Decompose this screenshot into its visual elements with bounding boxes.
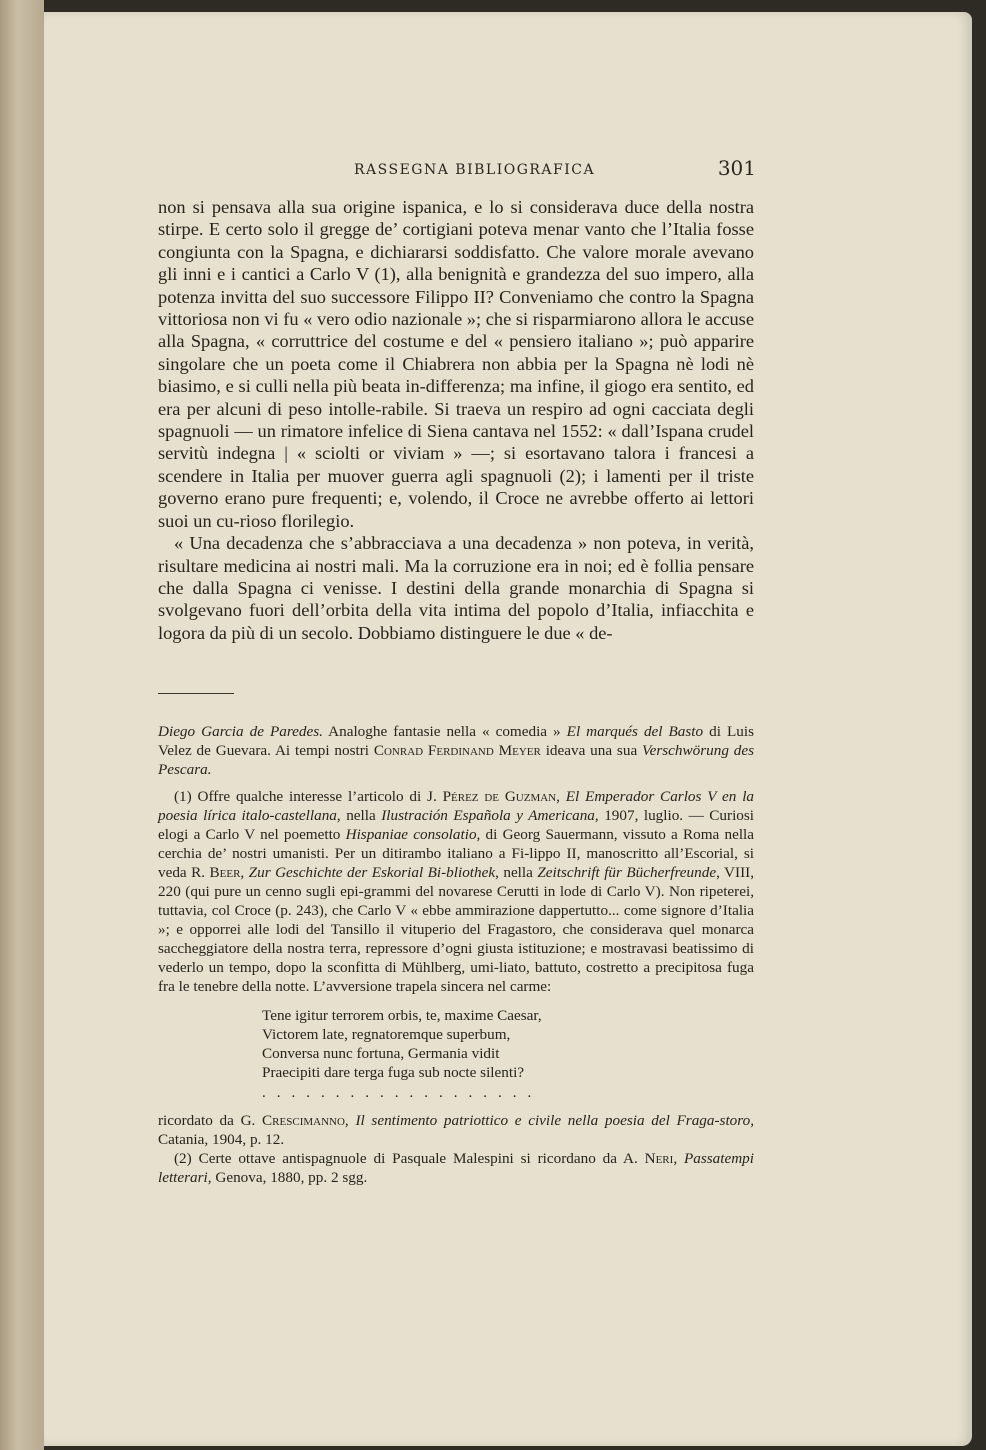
verse-line: Conversa nunc fortuna, Germania vidit (262, 1045, 500, 1062)
note-text: (1) Offre qualche interesse l’articolo di J. (174, 788, 443, 805)
note-text: Catania, 1904, p. 12. (158, 1131, 285, 1148)
note-text: di Luis Velez de Guevara. Ai tempi nostri (158, 723, 754, 759)
note-text: , nella (336, 807, 382, 824)
note-text: (2) Certe ottave antispagnuole di Pasquale Malespini si ricordano da A. (174, 1150, 645, 1167)
note-title: El marqués del Basto (566, 723, 704, 740)
note-text: ideava una sua (540, 742, 643, 759)
footnote-2 (158, 1149, 754, 1187)
footnotes (158, 722, 754, 1187)
note-author: Crescimanno (262, 1112, 345, 1129)
book-spine (0, 0, 44, 1450)
note-text: , nella (495, 864, 538, 881)
note-title: Passatempi letterari, (158, 1150, 754, 1186)
note-text: ricordato da G. (158, 1112, 263, 1129)
verse-line: Praecipiti dare terga fuga sub nocte silenti? (262, 1064, 525, 1081)
verse-line: Tene igitur terrorem orbis, te, maxime Caesar, (262, 1007, 542, 1024)
footnote-1 (158, 787, 754, 996)
note-text: , (556, 788, 566, 805)
note-author: Beer (209, 864, 241, 881)
note-title: El Emperador Carlos V en la poesia lírica italo-castellana (158, 788, 755, 824)
note-text: , 1907, luglio. — Curiosi elogi a Carlo V nel poemetto (158, 807, 755, 843)
paragraph-1: non si pensava alla sua origine ispanica, e lo si considerava duce della nostra stirpe. E certo solo il gregge de’ cortigiani poteva menar vanto che l’Italia fosse congiunta con la Spagna, e dichiararsi soddisfatto. Che valore morale avevano gli inni e i cantici a Carlo V (1), alla benignità e grandezza del suo impero, alla potenza invitta del suo successore Filippo II? Conveniamo che contro la Spagna vittoriosa non vi fu « vero odio nazionale »; che si risparmiarono allora le accuse alla Spagna, « corruttrice del costume e del « pensiero italiano »; può apparire singolare che un poeta come il Chiabrera non abbia per la Spagna nè lodi nè biasimo, e si culli nella più beata in-differenza; ma infine, il giogo era sentito, ed era per alcuni di peso intolle-rabile. Si traeva un respiro ad ogni cacciata degli spagnuoli — un rimatore infelice di Siena cantava nel 1552: « dall’Ispana crudel servitù indegna | « sciolti or viviam » —; si esortavano talora i francesi a scendere in Italia per muover guerra agli spagnuoli (2); i lamenti per il triste governo erano pure frequenti; e, volendo, il Croce ne avrebbe offerto ai lettori suoi un cu-rioso florilegio. (158, 197, 754, 531)
paragraph-2: « Una decadenza che s’abbracciava a una decadenza » non poteva, in verità, risultare medicina ai nostri mali. Ma la corruzione era in noi; ed è follia pensare che dalla Spagna ci venisse. I destini della grande monarchia di Spagna si svolgevano fuori dell’orbita della vita intima del popolo d’Italia, infiacchita e logora da più di un secolo. Dobbiamo distinguere le due « de- (158, 533, 754, 643)
verse-line: Victorem late, regnatoremque superbum, (262, 1026, 511, 1043)
note-text: , (240, 864, 249, 881)
note-title: Verschwörung des Pescara. (158, 742, 754, 778)
ellipsis-line: ................... (262, 1085, 543, 1101)
footnote-rule (158, 693, 234, 694)
note-author: Pérez de Guzman (442, 788, 557, 805)
running-head: RASSEGNA BIBLIOGRAFICA (354, 162, 596, 178)
note-text: , di Georg Sauermann, vissuto a Roma nella cerchia de’ nostri umanisti. Per un ditirambo italiano a Fi-lippo II, manoscritto all’Escorial, si veda R. (158, 826, 755, 881)
note-author: Neri (644, 1150, 674, 1167)
note-title: Diego Garcia de Paredes. (158, 723, 323, 740)
footnote-continuation (158, 722, 754, 779)
note-text: , (673, 1150, 684, 1167)
page-header (160, 156, 756, 186)
note-title: Ilustración Española y Americana (381, 807, 595, 824)
note-author: Conrad Ferdinand Meyer (373, 742, 541, 759)
note-text: , VIII, 220 (qui pure un cenno sugli epi-grammi del novarese Cerutti in lode di Carlo V). Non ripeterei, tuttavia, col Croce (p. 243), che Carlo V « ebbe ammirazione dappertutto... come signore d’Italia »; e opporrei alle lodi del Tansillo il vituperio del Fragastoro, che considerava quel monarca saccheggiatore della nostra terra, repressore d’ogni giusta istituzione; e mostravasi beatissimo di vederlo un tempo, dopo la sconfitta di Mühlberg, umi-liato, battuto, costretto a precipitosa fuga fra le tenebre della notte. L’avversione trapela sincera nel carme: (158, 864, 754, 995)
note-text: Genova, 1880, pp. 2 sgg. (211, 1169, 368, 1186)
note-title: Zeitschrift für Bücherfreunde (537, 864, 717, 881)
latin-verse (262, 1006, 754, 1082)
main-text (158, 196, 754, 644)
note-text: , (344, 1112, 356, 1129)
note-title: Il sentimento patriottico e civile nella poesia del Fraga-storo, (355, 1112, 754, 1129)
note-title: Hispaniae consolatio (345, 826, 477, 843)
page-number: 301 (717, 156, 756, 180)
footnote-1-continued (158, 1111, 754, 1149)
note-title: Zur Geschichte der Eskorial Bi-bliothek (248, 864, 496, 881)
note-text: Analoghe fantasie nella « comedia » (322, 723, 567, 740)
